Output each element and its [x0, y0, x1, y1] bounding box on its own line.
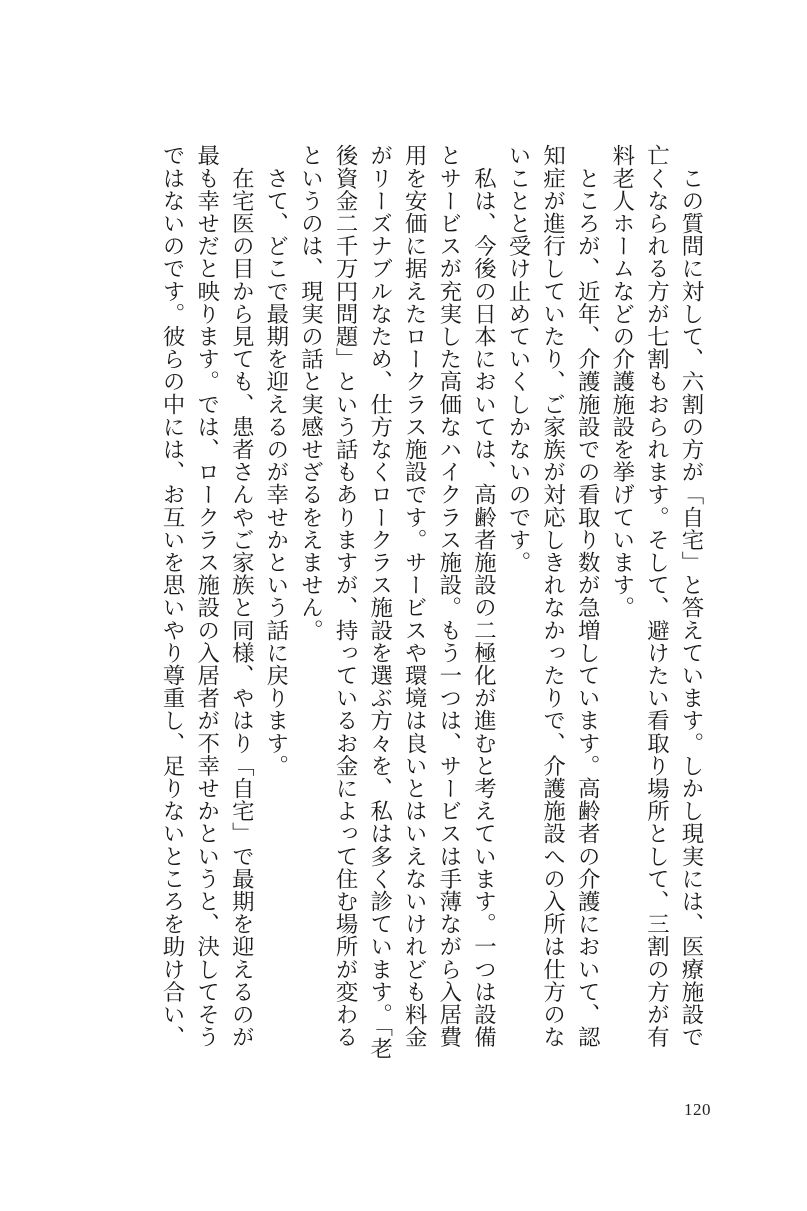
vertical-text-block [104, 144, 708, 1069]
paragraph-return-to-topic: さて、どこで最期を迎えるのが幸せかという話に戻ります。 [262, 144, 289, 777]
paragraph-facility-polarization: 私は、今後の日本においては、高齢者施設の二極化が進むと考えています。一つは設備とサービスが充実した高価なハイクラス施設。もう一つは、サービスは手薄ながら入居費用を安価に据えたロークラス施設です。サービスや環境は良いとはいえないけれども料金がリーズナブルなため、仕方なくロークラス施設を選ぶ方々を、私は多く診ています。「老後資金二千万円問題」という話もありますが、持っているお金によって住む場所が変わるというのは、現実の話と実感せざるをえません。 [297, 144, 497, 1060]
paragraph-survey-result: この質問に対して、六割の方が「自宅」と答えています。しかし現実には、医療施設で亡くなられる方が七割もおられます。そして、避けたい看取り場所として、三割の方が有料老人ホームなどの介護施設を挙げています。 [608, 144, 704, 1048]
paragraph-care-facility-trend: ところが、近年、介護施設での看取り数が急増しています。高齢者の介護において、認知症が進行していたり、ご家族が対応しきれなかったりで、介護施設への入所は仕方のないことと受け止めていくしかないのです。 [505, 144, 601, 1048]
paragraph-home-doctor-view: 在宅医の目から見ても、患者さんやご家族と同様、やはり「自宅」で最期を迎えるのが最も幸せだと映ります。では、ロークラス施設の入居者が不幸せかというと、決してそうではないのです。彼らの中には、お互いを思いやり尊重し、足りないところを助け合い、 [159, 144, 255, 1048]
page-number: 120 [684, 1100, 711, 1119]
